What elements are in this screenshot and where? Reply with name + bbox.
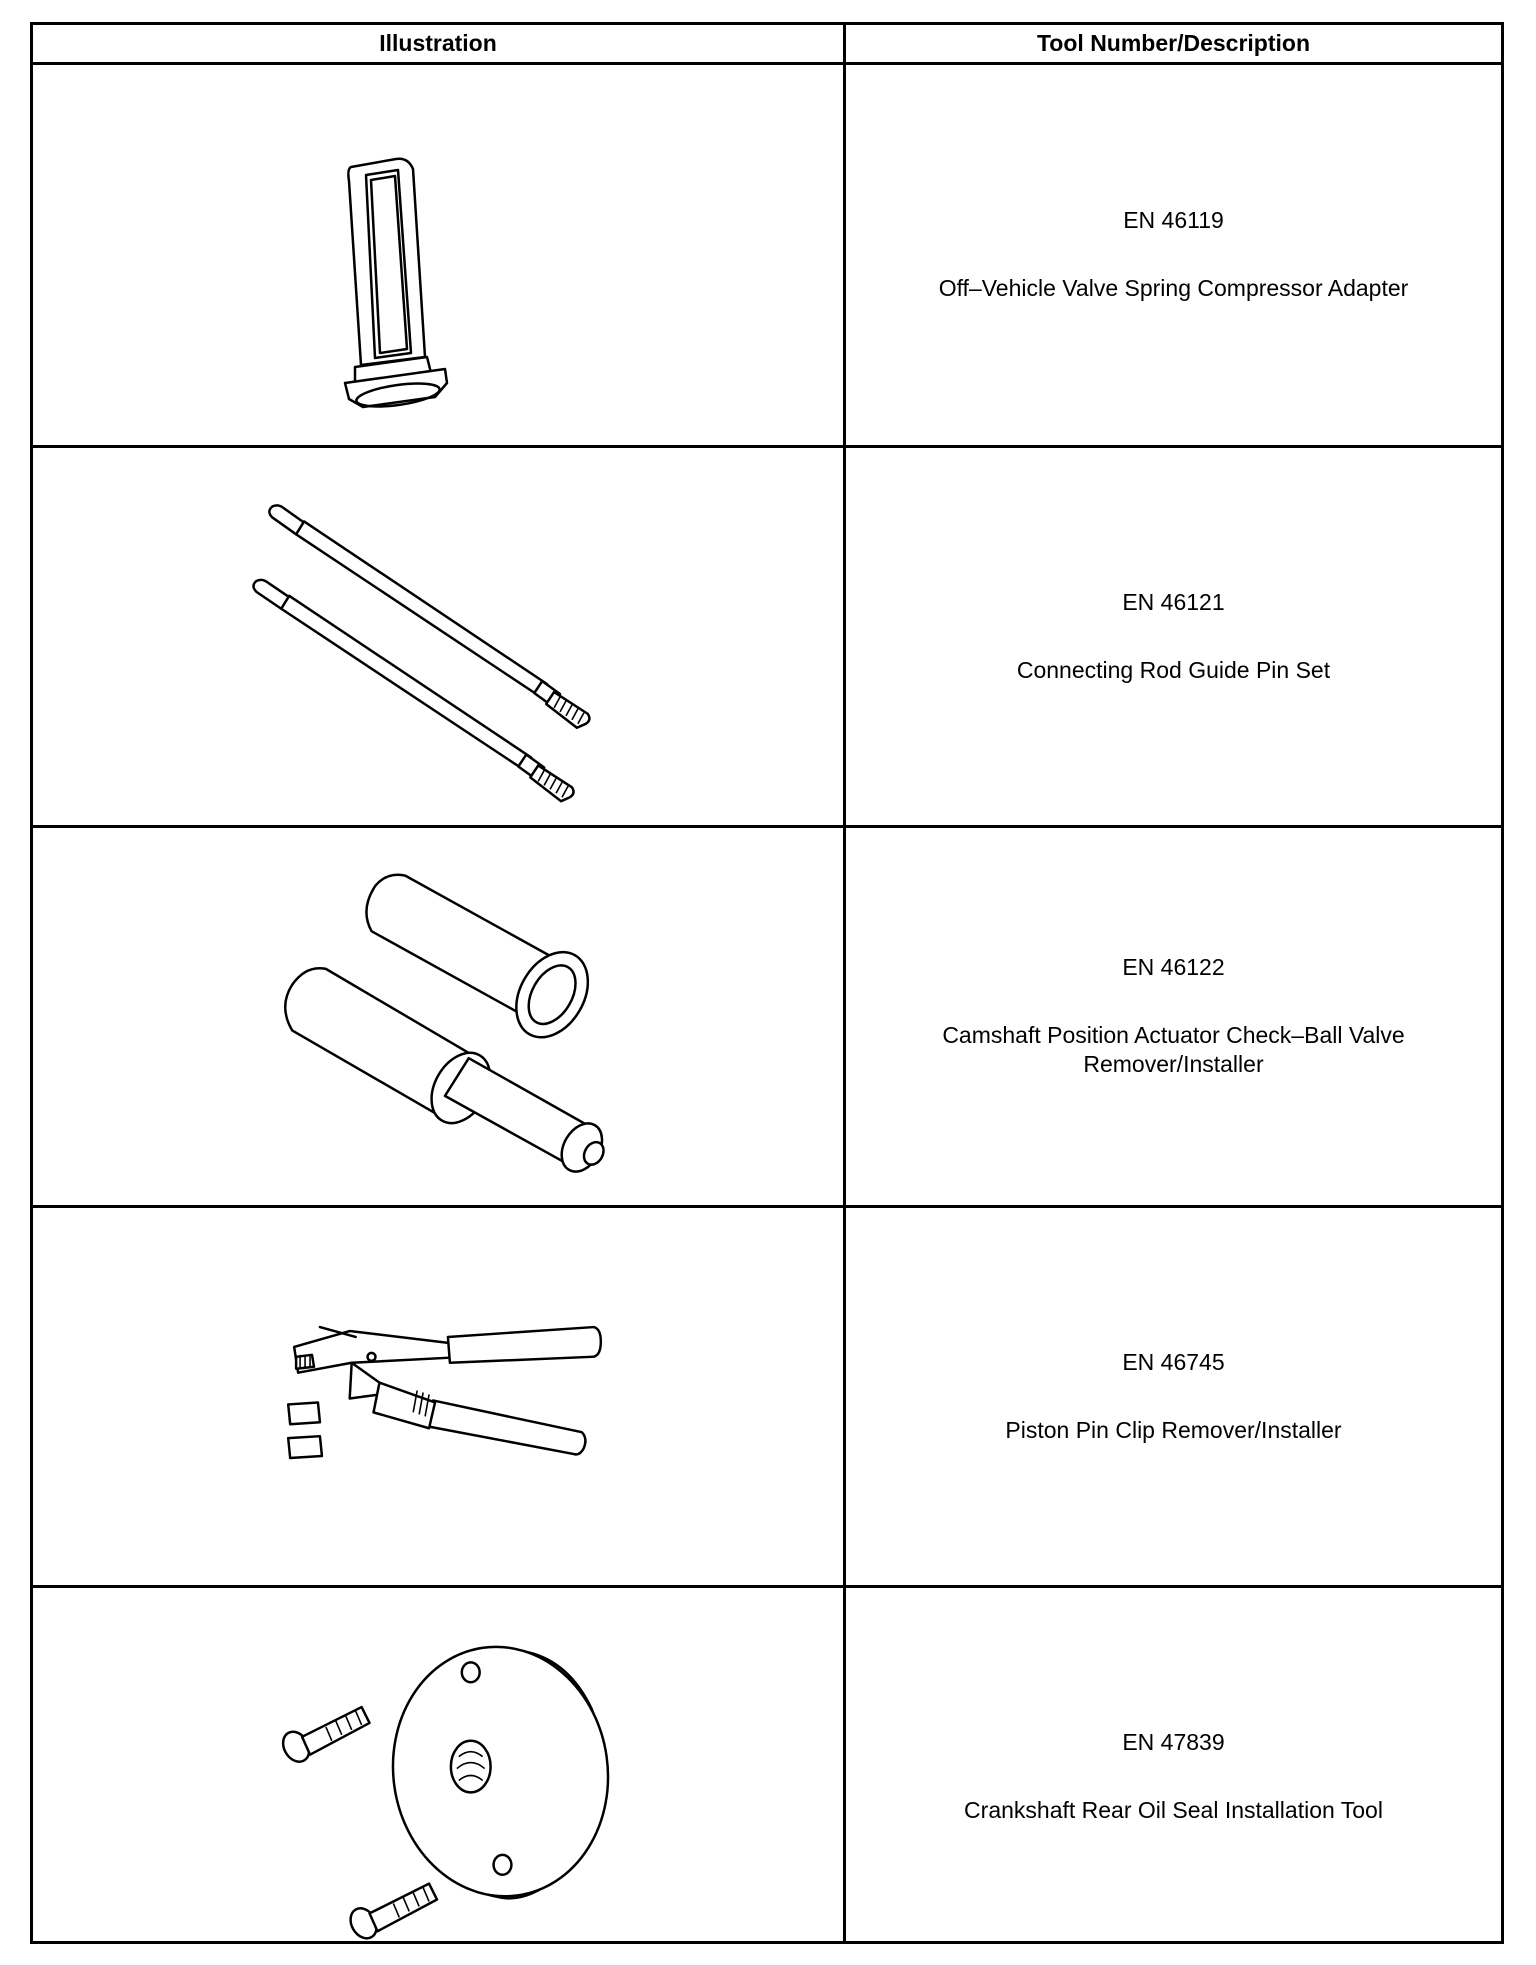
table-row <box>33 1585 1501 1965</box>
table-row <box>33 1205 1501 1585</box>
tool-info <box>846 1208 1501 1585</box>
table-row <box>33 825 1501 1205</box>
description-column-header: Tool Number/Description <box>1036 30 1311 56</box>
rear-oil-seal-installer-icon <box>33 1588 843 1965</box>
piston-pin-clip-pliers-icon <box>33 1208 843 1585</box>
table-row <box>33 445 1501 825</box>
check-ball-valve-tool-icon <box>33 828 843 1205</box>
tool-number: EN 46122 <box>1122 954 1225 980</box>
tool-number: EN 46121 <box>1122 588 1225 615</box>
tool-description: Off–Vehicle Valve Spring Compressor Adapter <box>938 275 1409 301</box>
special-tools-table <box>30 22 1504 1944</box>
tool-number: EN 46119 <box>1123 207 1224 233</box>
tool-info <box>846 1588 1501 1965</box>
table-header-row <box>33 25 1501 65</box>
tool-description: Camshaft Position Actuator Check–Ball Valve Remover/Installer <box>942 1022 1405 1077</box>
table-row <box>33 65 1501 445</box>
tool-number: EN 47839 <box>1122 1728 1225 1755</box>
tool-description: Connecting Rod Guide Pin Set <box>1016 656 1331 683</box>
tool-description: Crankshaft Rear Oil Seal Installation Tool <box>964 1796 1383 1823</box>
tool-number: EN 46745 <box>1122 1348 1225 1375</box>
tool-info <box>846 828 1501 1205</box>
tool-info <box>846 65 1501 445</box>
tool-description: Piston Pin Clip Remover/Installer <box>1005 1416 1342 1443</box>
tool-info <box>846 448 1501 825</box>
connecting-rod-guide-pins-icon <box>33 448 843 825</box>
illustration-column-header: Illustration <box>379 30 497 56</box>
valve-spring-compressor-adapter-icon <box>33 65 843 445</box>
